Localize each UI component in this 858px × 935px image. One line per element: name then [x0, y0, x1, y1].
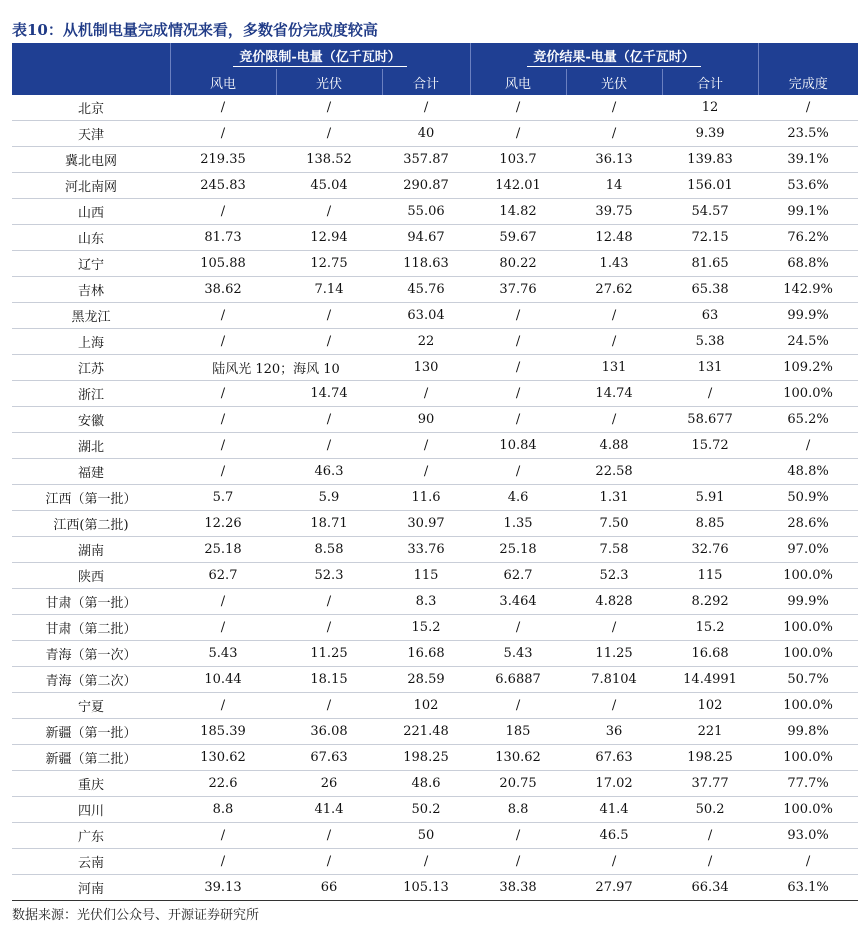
- province-cell: 陕西: [12, 563, 170, 589]
- total-limit-cell: 130: [382, 355, 470, 381]
- wind-result-cell: /: [470, 303, 566, 329]
- total-limit-cell: 50: [382, 823, 470, 849]
- wind-limit-cell: /: [170, 823, 276, 849]
- wind-result-cell: 185: [470, 719, 566, 745]
- header-blank-cell: [12, 69, 170, 95]
- completion-cell: 77.7%: [758, 771, 858, 797]
- wind-result-cell: /: [470, 121, 566, 147]
- wind-result-cell: 3.464: [470, 589, 566, 615]
- completion-cell: 65.2%: [758, 407, 858, 433]
- table-row: [12, 95, 858, 121]
- wind-result-cell: /: [470, 381, 566, 407]
- table-row: [12, 381, 858, 407]
- table-row: [12, 485, 858, 511]
- province-cell: 上海: [12, 329, 170, 355]
- pv-limit-cell: /: [276, 693, 382, 719]
- total-result-cell: 14.4991: [662, 667, 758, 693]
- total-limit-cell: /: [382, 459, 470, 485]
- completion-cell: 97.0%: [758, 537, 858, 563]
- col-header-pv-limit: 光伏: [276, 69, 382, 95]
- pv-result-cell: /: [566, 329, 662, 355]
- header-group-result: 竞价结果-电量（亿千瓦时）: [470, 43, 758, 69]
- total-result-cell: 131: [662, 355, 758, 381]
- total-result-cell: 9.39: [662, 121, 758, 147]
- table-row: [12, 329, 858, 355]
- province-cell: 天津: [12, 121, 170, 147]
- total-limit-cell: 63.04: [382, 303, 470, 329]
- pv-result-cell: 1.43: [566, 251, 662, 277]
- total-result-cell: 8.85: [662, 511, 758, 537]
- col-header-wind-result: 风电: [470, 69, 566, 95]
- pv-limit-cell: 12.75: [276, 251, 382, 277]
- table-row: [12, 771, 858, 797]
- pv-limit-cell: /: [276, 199, 382, 225]
- pv-limit-cell: 8.58: [276, 537, 382, 563]
- pv-result-cell: 36.13: [566, 147, 662, 173]
- wind-result-cell: 20.75: [470, 771, 566, 797]
- wind-limit-cell: 陆风光 120；海风 10: [170, 355, 382, 381]
- wind-result-cell: /: [470, 407, 566, 433]
- total-limit-cell: 30.97: [382, 511, 470, 537]
- wind-result-cell: 1.35: [470, 511, 566, 537]
- total-limit-cell: 48.6: [382, 771, 470, 797]
- wind-limit-cell: 22.6: [170, 771, 276, 797]
- wind-result-cell: /: [470, 823, 566, 849]
- wind-result-cell: /: [470, 95, 566, 121]
- wind-limit-cell: /: [170, 615, 276, 641]
- total-limit-cell: 94.67: [382, 225, 470, 251]
- table-row: [12, 459, 858, 485]
- total-limit-cell: /: [382, 95, 470, 121]
- col-header-completion: 完成度: [758, 69, 858, 95]
- pv-limit-cell: 66: [276, 875, 382, 901]
- pv-result-cell: 4.88: [566, 433, 662, 459]
- wind-result-cell: 62.7: [470, 563, 566, 589]
- wind-limit-cell: /: [170, 381, 276, 407]
- total-result-cell: 12: [662, 95, 758, 121]
- wind-limit-cell: /: [170, 95, 276, 121]
- total-limit-cell: 221.48: [382, 719, 470, 745]
- pv-result-cell: /: [566, 693, 662, 719]
- table-row: [12, 511, 858, 537]
- province-cell: 甘肃（第一批）: [12, 589, 170, 615]
- province-cell: 江西（第一批）: [12, 485, 170, 511]
- completion-cell: 63.1%: [758, 875, 858, 901]
- wind-limit-cell: /: [170, 407, 276, 433]
- total-result-cell: [662, 459, 758, 485]
- wind-result-cell: 130.62: [470, 745, 566, 771]
- province-cell: 青海（第二次）: [12, 667, 170, 693]
- total-result-cell: 15.72: [662, 433, 758, 459]
- table-row: [12, 199, 858, 225]
- wind-limit-cell: 219.35: [170, 147, 276, 173]
- province-cell: 山西: [12, 199, 170, 225]
- pv-result-cell: 14.74: [566, 381, 662, 407]
- total-result-cell: 8.292: [662, 589, 758, 615]
- province-cell: 河南: [12, 875, 170, 901]
- completion-cell: 50.9%: [758, 485, 858, 511]
- completion-cell: 100.0%: [758, 641, 858, 667]
- total-result-cell: /: [662, 823, 758, 849]
- pv-result-cell: 7.50: [566, 511, 662, 537]
- completion-cell: /: [758, 849, 858, 875]
- wind-result-cell: 4.6: [470, 485, 566, 511]
- pv-limit-cell: 18.15: [276, 667, 382, 693]
- province-cell: 福建: [12, 459, 170, 485]
- pv-result-cell: 27.62: [566, 277, 662, 303]
- total-limit-cell: /: [382, 381, 470, 407]
- wind-limit-cell: 245.83: [170, 173, 276, 199]
- total-result-cell: 15.2: [662, 615, 758, 641]
- province-cell: 新疆（第一批）: [12, 719, 170, 745]
- table-row: [12, 251, 858, 277]
- completion-cell: 53.6%: [758, 173, 858, 199]
- province-cell: 甘肃（第二批）: [12, 615, 170, 641]
- wind-result-cell: 25.18: [470, 537, 566, 563]
- pv-result-cell: 11.25: [566, 641, 662, 667]
- total-limit-cell: 33.76: [382, 537, 470, 563]
- pv-result-cell: 12.48: [566, 225, 662, 251]
- province-cell: 辽宁: [12, 251, 170, 277]
- wind-limit-cell: 38.62: [170, 277, 276, 303]
- table-row: [12, 225, 858, 251]
- completion-cell: 24.5%: [758, 329, 858, 355]
- pv-result-cell: 4.828: [566, 589, 662, 615]
- table-row: [12, 147, 858, 173]
- data-source-note: 数据来源：光伏们公众号、开源证券研究所: [12, 908, 260, 923]
- total-result-cell: 63: [662, 303, 758, 329]
- pv-result-cell: 41.4: [566, 797, 662, 823]
- pv-limit-cell: 36.08: [276, 719, 382, 745]
- wind-limit-cell: /: [170, 849, 276, 875]
- wind-result-cell: /: [470, 355, 566, 381]
- table-title: 表10：从机制电量完成情况来看，多数省份完成度较高: [12, 21, 378, 39]
- wind-limit-cell: 62.7: [170, 563, 276, 589]
- wind-limit-cell: 81.73: [170, 225, 276, 251]
- pv-result-cell: 46.5: [566, 823, 662, 849]
- wind-result-cell: 37.76: [470, 277, 566, 303]
- completion-cell: 68.8%: [758, 251, 858, 277]
- province-cell: 新疆（第二批）: [12, 745, 170, 771]
- completion-cell: 48.8%: [758, 459, 858, 485]
- province-cell: 青海（第一次）: [12, 641, 170, 667]
- pv-result-cell: /: [566, 121, 662, 147]
- total-limit-cell: 11.6: [382, 485, 470, 511]
- completion-cell: 28.6%: [758, 511, 858, 537]
- wind-result-cell: 6.6887: [470, 667, 566, 693]
- pv-limit-cell: /: [276, 849, 382, 875]
- pv-limit-cell: /: [276, 95, 382, 121]
- completion-cell: 99.9%: [758, 589, 858, 615]
- pv-limit-cell: 18.71: [276, 511, 382, 537]
- wind-limit-cell: /: [170, 329, 276, 355]
- province-cell: 宁夏: [12, 693, 170, 719]
- province-cell: 黑龙江: [12, 303, 170, 329]
- completion-cell: 100.0%: [758, 381, 858, 407]
- completion-cell: 100.0%: [758, 693, 858, 719]
- header-group-limit: 竞价限制-电量（亿千瓦时）: [170, 43, 470, 69]
- total-result-cell: 156.01: [662, 173, 758, 199]
- total-limit-cell: 115: [382, 563, 470, 589]
- total-limit-cell: /: [382, 433, 470, 459]
- pv-limit-cell: /: [276, 433, 382, 459]
- wind-result-cell: 59.67: [470, 225, 566, 251]
- pv-result-cell: 39.75: [566, 199, 662, 225]
- total-limit-cell: 22: [382, 329, 470, 355]
- pv-result-cell: 14: [566, 173, 662, 199]
- pv-limit-cell: 67.63: [276, 745, 382, 771]
- total-limit-cell: 16.68: [382, 641, 470, 667]
- table-row: [12, 641, 858, 667]
- wind-limit-cell: 5.43: [170, 641, 276, 667]
- total-result-cell: 5.38: [662, 329, 758, 355]
- province-cell: 浙江: [12, 381, 170, 407]
- province-cell: 湖南: [12, 537, 170, 563]
- pv-limit-cell: 46.3: [276, 459, 382, 485]
- total-limit-cell: 8.3: [382, 589, 470, 615]
- wind-limit-cell: /: [170, 433, 276, 459]
- total-result-cell: 66.34: [662, 875, 758, 901]
- col-header-total-limit: 合计: [382, 69, 470, 95]
- table-row: [12, 615, 858, 641]
- total-limit-cell: 55.06: [382, 199, 470, 225]
- wind-limit-cell: 185.39: [170, 719, 276, 745]
- pv-limit-cell: 52.3: [276, 563, 382, 589]
- wind-result-cell: 5.43: [470, 641, 566, 667]
- table-body: [12, 95, 858, 901]
- pv-limit-cell: /: [276, 329, 382, 355]
- total-result-cell: 221: [662, 719, 758, 745]
- wind-result-cell: 38.38: [470, 875, 566, 901]
- table-row: [12, 303, 858, 329]
- pv-limit-cell: /: [276, 407, 382, 433]
- table-row: [12, 693, 858, 719]
- wind-result-cell: /: [470, 615, 566, 641]
- table-row: [12, 355, 858, 381]
- total-result-cell: 58.677: [662, 407, 758, 433]
- province-cell: 四川: [12, 797, 170, 823]
- total-result-cell: 65.38: [662, 277, 758, 303]
- total-limit-cell: 357.87: [382, 147, 470, 173]
- total-limit-cell: 28.59: [382, 667, 470, 693]
- table-row: [12, 563, 858, 589]
- total-limit-cell: 15.2: [382, 615, 470, 641]
- total-result-cell: 81.65: [662, 251, 758, 277]
- province-cell: 北京: [12, 95, 170, 121]
- header-blank-cell: [12, 43, 170, 69]
- table-row: [12, 823, 858, 849]
- total-limit-cell: 45.76: [382, 277, 470, 303]
- pv-result-cell: /: [566, 407, 662, 433]
- pv-limit-cell: 14.74: [276, 381, 382, 407]
- province-cell: 云南: [12, 849, 170, 875]
- completion-cell: 50.7%: [758, 667, 858, 693]
- wind-limit-cell: 39.13: [170, 875, 276, 901]
- pv-result-cell: 7.58: [566, 537, 662, 563]
- completion-cell: 100.0%: [758, 563, 858, 589]
- pv-result-cell: 52.3: [566, 563, 662, 589]
- total-limit-cell: 118.63: [382, 251, 470, 277]
- total-result-cell: 16.68: [662, 641, 758, 667]
- total-result-cell: /: [662, 381, 758, 407]
- wind-limit-cell: /: [170, 303, 276, 329]
- wind-result-cell: 14.82: [470, 199, 566, 225]
- table-row: [12, 797, 858, 823]
- completion-cell: 100.0%: [758, 745, 858, 771]
- wind-limit-cell: /: [170, 589, 276, 615]
- completion-cell: 100.0%: [758, 797, 858, 823]
- wind-result-cell: 8.8: [470, 797, 566, 823]
- completion-cell: 23.5%: [758, 121, 858, 147]
- pv-result-cell: /: [566, 849, 662, 875]
- province-cell: 安徽: [12, 407, 170, 433]
- wind-limit-cell: 105.88: [170, 251, 276, 277]
- table-row: [12, 745, 858, 771]
- completion-cell: /: [758, 95, 858, 121]
- pv-limit-cell: 7.14: [276, 277, 382, 303]
- pv-result-cell: 131: [566, 355, 662, 381]
- pv-result-cell: 67.63: [566, 745, 662, 771]
- col-header-pv-result: 光伏: [566, 69, 662, 95]
- pv-result-cell: 27.97: [566, 875, 662, 901]
- completion-cell: 100.0%: [758, 615, 858, 641]
- pv-limit-cell: /: [276, 121, 382, 147]
- completion-table: [12, 43, 858, 901]
- wind-limit-cell: /: [170, 199, 276, 225]
- completion-cell: 39.1%: [758, 147, 858, 173]
- pv-result-cell: 22.58: [566, 459, 662, 485]
- total-limit-cell: 198.25: [382, 745, 470, 771]
- total-limit-cell: 40: [382, 121, 470, 147]
- wind-limit-cell: 5.7: [170, 485, 276, 511]
- header-blank-cell: [758, 43, 858, 69]
- total-result-cell: 32.76: [662, 537, 758, 563]
- header-group-row: [12, 43, 858, 69]
- completion-cell: 142.9%: [758, 277, 858, 303]
- total-result-cell: /: [662, 849, 758, 875]
- total-result-cell: 115: [662, 563, 758, 589]
- pv-limit-cell: 5.9: [276, 485, 382, 511]
- completion-cell: 109.2%: [758, 355, 858, 381]
- completion-cell: 99.8%: [758, 719, 858, 745]
- total-result-cell: 37.77: [662, 771, 758, 797]
- total-result-cell: 102: [662, 693, 758, 719]
- province-cell: 江西(第二批): [12, 511, 170, 537]
- total-result-cell: 72.15: [662, 225, 758, 251]
- wind-limit-cell: 130.62: [170, 745, 276, 771]
- pv-limit-cell: /: [276, 303, 382, 329]
- wind-limit-cell: /: [170, 121, 276, 147]
- table-row: [12, 589, 858, 615]
- province-cell: 河北南网: [12, 173, 170, 199]
- table-row: [12, 875, 858, 901]
- pv-result-cell: 1.31: [566, 485, 662, 511]
- total-limit-cell: 90: [382, 407, 470, 433]
- wind-result-cell: 10.84: [470, 433, 566, 459]
- total-result-cell: 5.91: [662, 485, 758, 511]
- pv-limit-cell: 41.4: [276, 797, 382, 823]
- wind-limit-cell: 8.8: [170, 797, 276, 823]
- total-result-cell: 139.83: [662, 147, 758, 173]
- total-limit-cell: /: [382, 849, 470, 875]
- province-cell: 江苏: [12, 355, 170, 381]
- wind-result-cell: /: [470, 329, 566, 355]
- pv-limit-cell: 12.94: [276, 225, 382, 251]
- table-row: [12, 407, 858, 433]
- table-row: [12, 433, 858, 459]
- province-cell: 广东: [12, 823, 170, 849]
- table-row: [12, 121, 858, 147]
- wind-limit-cell: /: [170, 693, 276, 719]
- total-limit-cell: 50.2: [382, 797, 470, 823]
- col-header-total-result: 合计: [662, 69, 758, 95]
- wind-result-cell: 142.01: [470, 173, 566, 199]
- completion-cell: 99.9%: [758, 303, 858, 329]
- table-row: [12, 277, 858, 303]
- table-row: [12, 173, 858, 199]
- col-header-wind-limit: 风电: [170, 69, 276, 95]
- pv-result-cell: /: [566, 95, 662, 121]
- province-cell: 冀北电网: [12, 147, 170, 173]
- total-result-cell: 50.2: [662, 797, 758, 823]
- pv-limit-cell: /: [276, 615, 382, 641]
- total-limit-cell: 290.87: [382, 173, 470, 199]
- pv-limit-cell: /: [276, 589, 382, 615]
- pv-result-cell: 17.02: [566, 771, 662, 797]
- table-row: [12, 667, 858, 693]
- completion-cell: /: [758, 433, 858, 459]
- province-cell: 湖北: [12, 433, 170, 459]
- pv-result-cell: /: [566, 615, 662, 641]
- wind-result-cell: 103.7: [470, 147, 566, 173]
- total-limit-cell: 105.13: [382, 875, 470, 901]
- header-column-row: [12, 69, 858, 95]
- pv-limit-cell: 11.25: [276, 641, 382, 667]
- pv-limit-cell: 26: [276, 771, 382, 797]
- wind-limit-cell: 25.18: [170, 537, 276, 563]
- wind-result-cell: 80.22: [470, 251, 566, 277]
- province-cell: 山东: [12, 225, 170, 251]
- wind-result-cell: /: [470, 459, 566, 485]
- completion-cell: 93.0%: [758, 823, 858, 849]
- table-row: [12, 849, 858, 875]
- province-cell: 吉林: [12, 277, 170, 303]
- total-result-cell: 54.57: [662, 199, 758, 225]
- table-row: [12, 719, 858, 745]
- province-cell: 重庆: [12, 771, 170, 797]
- completion-cell: 76.2%: [758, 225, 858, 251]
- completion-cell: 99.1%: [758, 199, 858, 225]
- pv-result-cell: /: [566, 303, 662, 329]
- wind-result-cell: /: [470, 693, 566, 719]
- pv-limit-cell: 45.04: [276, 173, 382, 199]
- total-result-cell: 198.25: [662, 745, 758, 771]
- pv-limit-cell: 138.52: [276, 147, 382, 173]
- pv-result-cell: 7.8104: [566, 667, 662, 693]
- pv-result-cell: 36: [566, 719, 662, 745]
- wind-limit-cell: 10.44: [170, 667, 276, 693]
- wind-limit-cell: /: [170, 459, 276, 485]
- wind-limit-cell: 12.26: [170, 511, 276, 537]
- pv-limit-cell: /: [276, 823, 382, 849]
- total-limit-cell: 102: [382, 693, 470, 719]
- wind-result-cell: /: [470, 849, 566, 875]
- table-row: [12, 537, 858, 563]
